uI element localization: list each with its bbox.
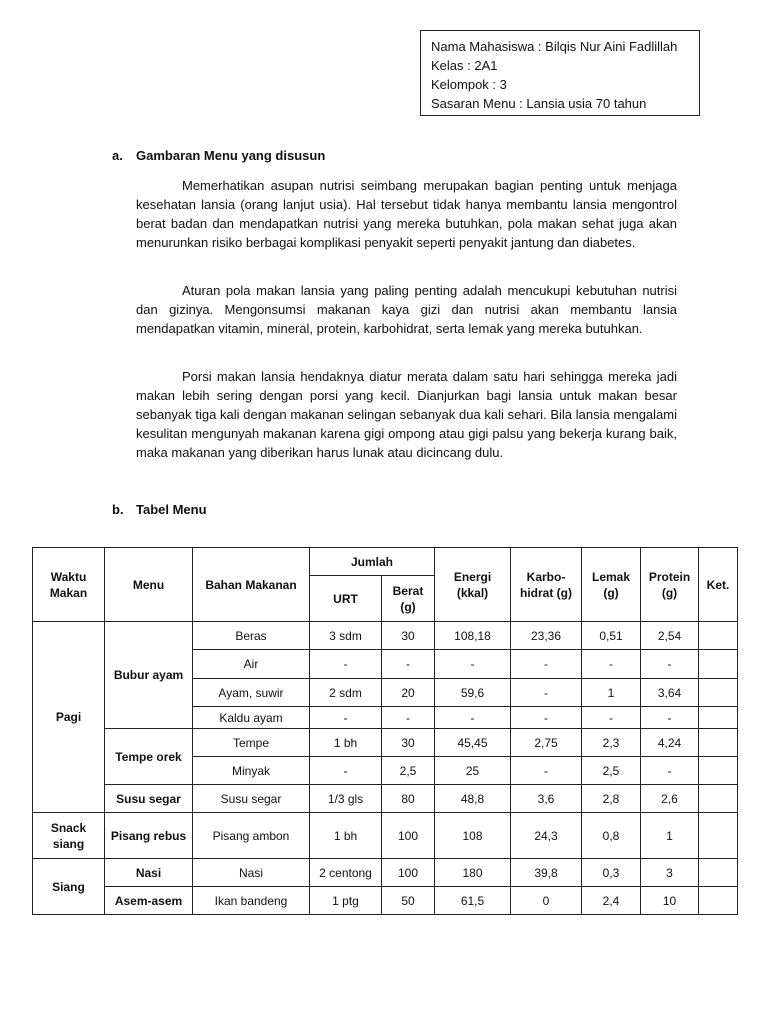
header-bahan: Bahan Makanan — [193, 548, 310, 622]
cell-energi: 61,5 — [435, 887, 511, 915]
cell-ket — [699, 887, 738, 915]
header-jumlah: Jumlah — [310, 548, 435, 576]
cell-energi: 180 — [435, 859, 511, 887]
waktu-snack-siang: Snack siang — [33, 813, 105, 859]
cell-energi: 59,6 — [435, 679, 511, 707]
table-row — [33, 622, 738, 650]
menu-nasi: Nasi — [105, 859, 193, 887]
cell-lemak: 0,8 — [582, 813, 641, 859]
cell-bahan: Kaldu ayam — [193, 707, 310, 729]
cell-protein: - — [641, 757, 699, 785]
cell-ket — [699, 729, 738, 757]
header-lemak: Lemak (g) — [582, 548, 641, 622]
section-b-label: b. — [112, 502, 124, 517]
cell-berat: - — [382, 650, 435, 679]
cell-protein: 1 — [641, 813, 699, 859]
student-class: Kelas : 2A1 — [431, 58, 498, 73]
cell-protein: 3,64 — [641, 679, 699, 707]
cell-karbo: 23,36 — [511, 622, 582, 650]
cell-protein: 4,24 — [641, 729, 699, 757]
menu-tempe-orek: Tempe orek — [105, 729, 193, 785]
table-row — [33, 887, 738, 915]
cell-bahan: Tempe — [193, 729, 310, 757]
student-name: Nama Mahasiswa : Bilqis Nur Aini Fadlillah — [431, 39, 678, 54]
cell-lemak: 2,4 — [582, 887, 641, 915]
cell-lemak: - — [582, 707, 641, 729]
cell-berat: 100 — [382, 813, 435, 859]
cell-karbo: - — [511, 679, 582, 707]
cell-lemak: 2,5 — [582, 757, 641, 785]
cell-urt: - — [310, 650, 382, 679]
cell-urt: 1 bh — [310, 813, 382, 859]
cell-lemak: 2,8 — [582, 785, 641, 813]
cell-berat: 100 — [382, 859, 435, 887]
cell-urt: 1 ptg — [310, 887, 382, 915]
cell-energi: - — [435, 650, 511, 679]
student-group: Kelompok : 3 — [431, 77, 507, 92]
cell-karbo: 24,3 — [511, 813, 582, 859]
paragraph-1: Memerhatikan asupan nutrisi seimbang merupakan bagian penting untuk menjaga kesehatan lansia (orang lanjut usia). Hal tersebut tidak hanya membantu lansia mengontrol berat badan dan mendapatkan nutrisi yang mereka butuhkan, pola makan sehat juga akan menurunkan risiko berbagai komplikasi penyakit seperti penyakit jantung dan diabetes. — [136, 178, 677, 250]
menu-target: Sasaran Menu : Lansia usia 70 tahun — [431, 96, 647, 111]
cell-urt: 1/3 gls — [310, 785, 382, 813]
header-ket: Ket. — [699, 548, 738, 622]
section-a-heading — [112, 148, 325, 163]
cell-ket — [699, 757, 738, 785]
cell-bahan: Nasi — [193, 859, 310, 887]
cell-energi: 108 — [435, 813, 511, 859]
cell-urt: - — [310, 757, 382, 785]
header-berat: Berat (g) — [382, 576, 435, 622]
cell-protein: 3 — [641, 859, 699, 887]
cell-berat: 80 — [382, 785, 435, 813]
cell-berat: 20 — [382, 679, 435, 707]
cell-bahan: Susu segar — [193, 785, 310, 813]
cell-urt: - — [310, 707, 382, 729]
cell-lemak: 0,51 — [582, 622, 641, 650]
table-row — [33, 859, 738, 887]
header-karbo: Karbo-hidrat (g) — [511, 548, 582, 622]
cell-ket — [699, 813, 738, 859]
cell-urt: 1 bh — [310, 729, 382, 757]
cell-bahan: Minyak — [193, 757, 310, 785]
section-a-title: Gambaran Menu yang disusun — [136, 148, 326, 163]
header-menu: Menu — [105, 548, 193, 622]
menu-table — [32, 547, 738, 915]
cell-lemak: 0,3 — [582, 859, 641, 887]
cell-karbo: 39,8 — [511, 859, 582, 887]
section-a-label: a. — [112, 148, 123, 163]
menu-bubur-ayam: Bubur ayam — [105, 622, 193, 729]
cell-bahan: Ayam, suwir — [193, 679, 310, 707]
header-waktu: Waktu Makan — [33, 548, 105, 622]
cell-energi: 45,45 — [435, 729, 511, 757]
cell-urt: 3 sdm — [310, 622, 382, 650]
cell-urt: 2 sdm — [310, 679, 382, 707]
cell-protein: - — [641, 650, 699, 679]
cell-lemak: 1 — [582, 679, 641, 707]
student-info-box — [420, 30, 700, 116]
cell-protein: 2,6 — [641, 785, 699, 813]
cell-bahan: Ikan bandeng — [193, 887, 310, 915]
cell-ket — [699, 707, 738, 729]
cell-karbo: 2,75 — [511, 729, 582, 757]
menu-pisang-rebus: Pisang rebus — [105, 813, 193, 859]
section-b-heading — [112, 502, 207, 517]
header-urt: URT — [310, 576, 382, 622]
cell-berat: 30 — [382, 729, 435, 757]
paragraph-2: Aturan pola makan lansia yang paling penting adalah mencukupi kebutuhan nutrisi dan gizinya. Mengonsumsi makanan kaya gizi dan nutrisi akan membantu lansia mendapatkan vitamin, mineral, protein, karbohidrat, serta lemak yang mereka butuhkan. — [136, 283, 677, 336]
cell-energi: 108,18 — [435, 622, 511, 650]
waktu-pagi: Pagi — [33, 622, 105, 813]
table-row — [33, 813, 738, 859]
cell-berat: 30 — [382, 622, 435, 650]
menu-susu-segar: Susu segar — [105, 785, 193, 813]
cell-ket — [699, 650, 738, 679]
cell-karbo: - — [511, 707, 582, 729]
cell-bahan: Air — [193, 650, 310, 679]
cell-berat: - — [382, 707, 435, 729]
section-b-title: Tabel Menu — [136, 502, 207, 517]
cell-protein: 2,54 — [641, 622, 699, 650]
cell-lemak: 2,3 — [582, 729, 641, 757]
cell-ket — [699, 622, 738, 650]
menu-asem-asem: Asem-asem — [105, 887, 193, 915]
table-row — [33, 729, 738, 757]
header-protein: Protein (g) — [641, 548, 699, 622]
cell-energi: 25 — [435, 757, 511, 785]
cell-urt: 2 centong — [310, 859, 382, 887]
cell-lemak: - — [582, 650, 641, 679]
cell-karbo: - — [511, 650, 582, 679]
paragraph-3: Porsi makan lansia hendaknya diatur merata dalam satu hari sehingga mereka jadi makan lebih sering dengan porsi yang kecil. Dianjurkan bagi lansia untuk makan besar sebanyak tiga kali dengan makanan selingan sebanyak dua kali sehari. Bila lansia mengalami kesulitan mengunyah makanan karena gigi ompong atau gigi palsu yang bekerja kurang baik, maka makanan yang diberikan harus lunak atau dicincang dulu. — [136, 369, 677, 460]
cell-karbo: 0 — [511, 887, 582, 915]
cell-berat: 2,5 — [382, 757, 435, 785]
cell-ket — [699, 785, 738, 813]
cell-karbo: - — [511, 757, 582, 785]
cell-energi: - — [435, 707, 511, 729]
table-row — [33, 785, 738, 813]
waktu-siang: Siang — [33, 859, 105, 915]
cell-bahan: Pisang ambon — [193, 813, 310, 859]
cell-karbo: 3,6 — [511, 785, 582, 813]
cell-protein: - — [641, 707, 699, 729]
header-energi: Energi (kkal) — [435, 548, 511, 622]
cell-berat: 50 — [382, 887, 435, 915]
cell-bahan: Beras — [193, 622, 310, 650]
cell-energi: 48,8 — [435, 785, 511, 813]
cell-ket — [699, 859, 738, 887]
cell-protein: 10 — [641, 887, 699, 915]
table-header-row — [33, 548, 738, 576]
cell-ket — [699, 679, 738, 707]
